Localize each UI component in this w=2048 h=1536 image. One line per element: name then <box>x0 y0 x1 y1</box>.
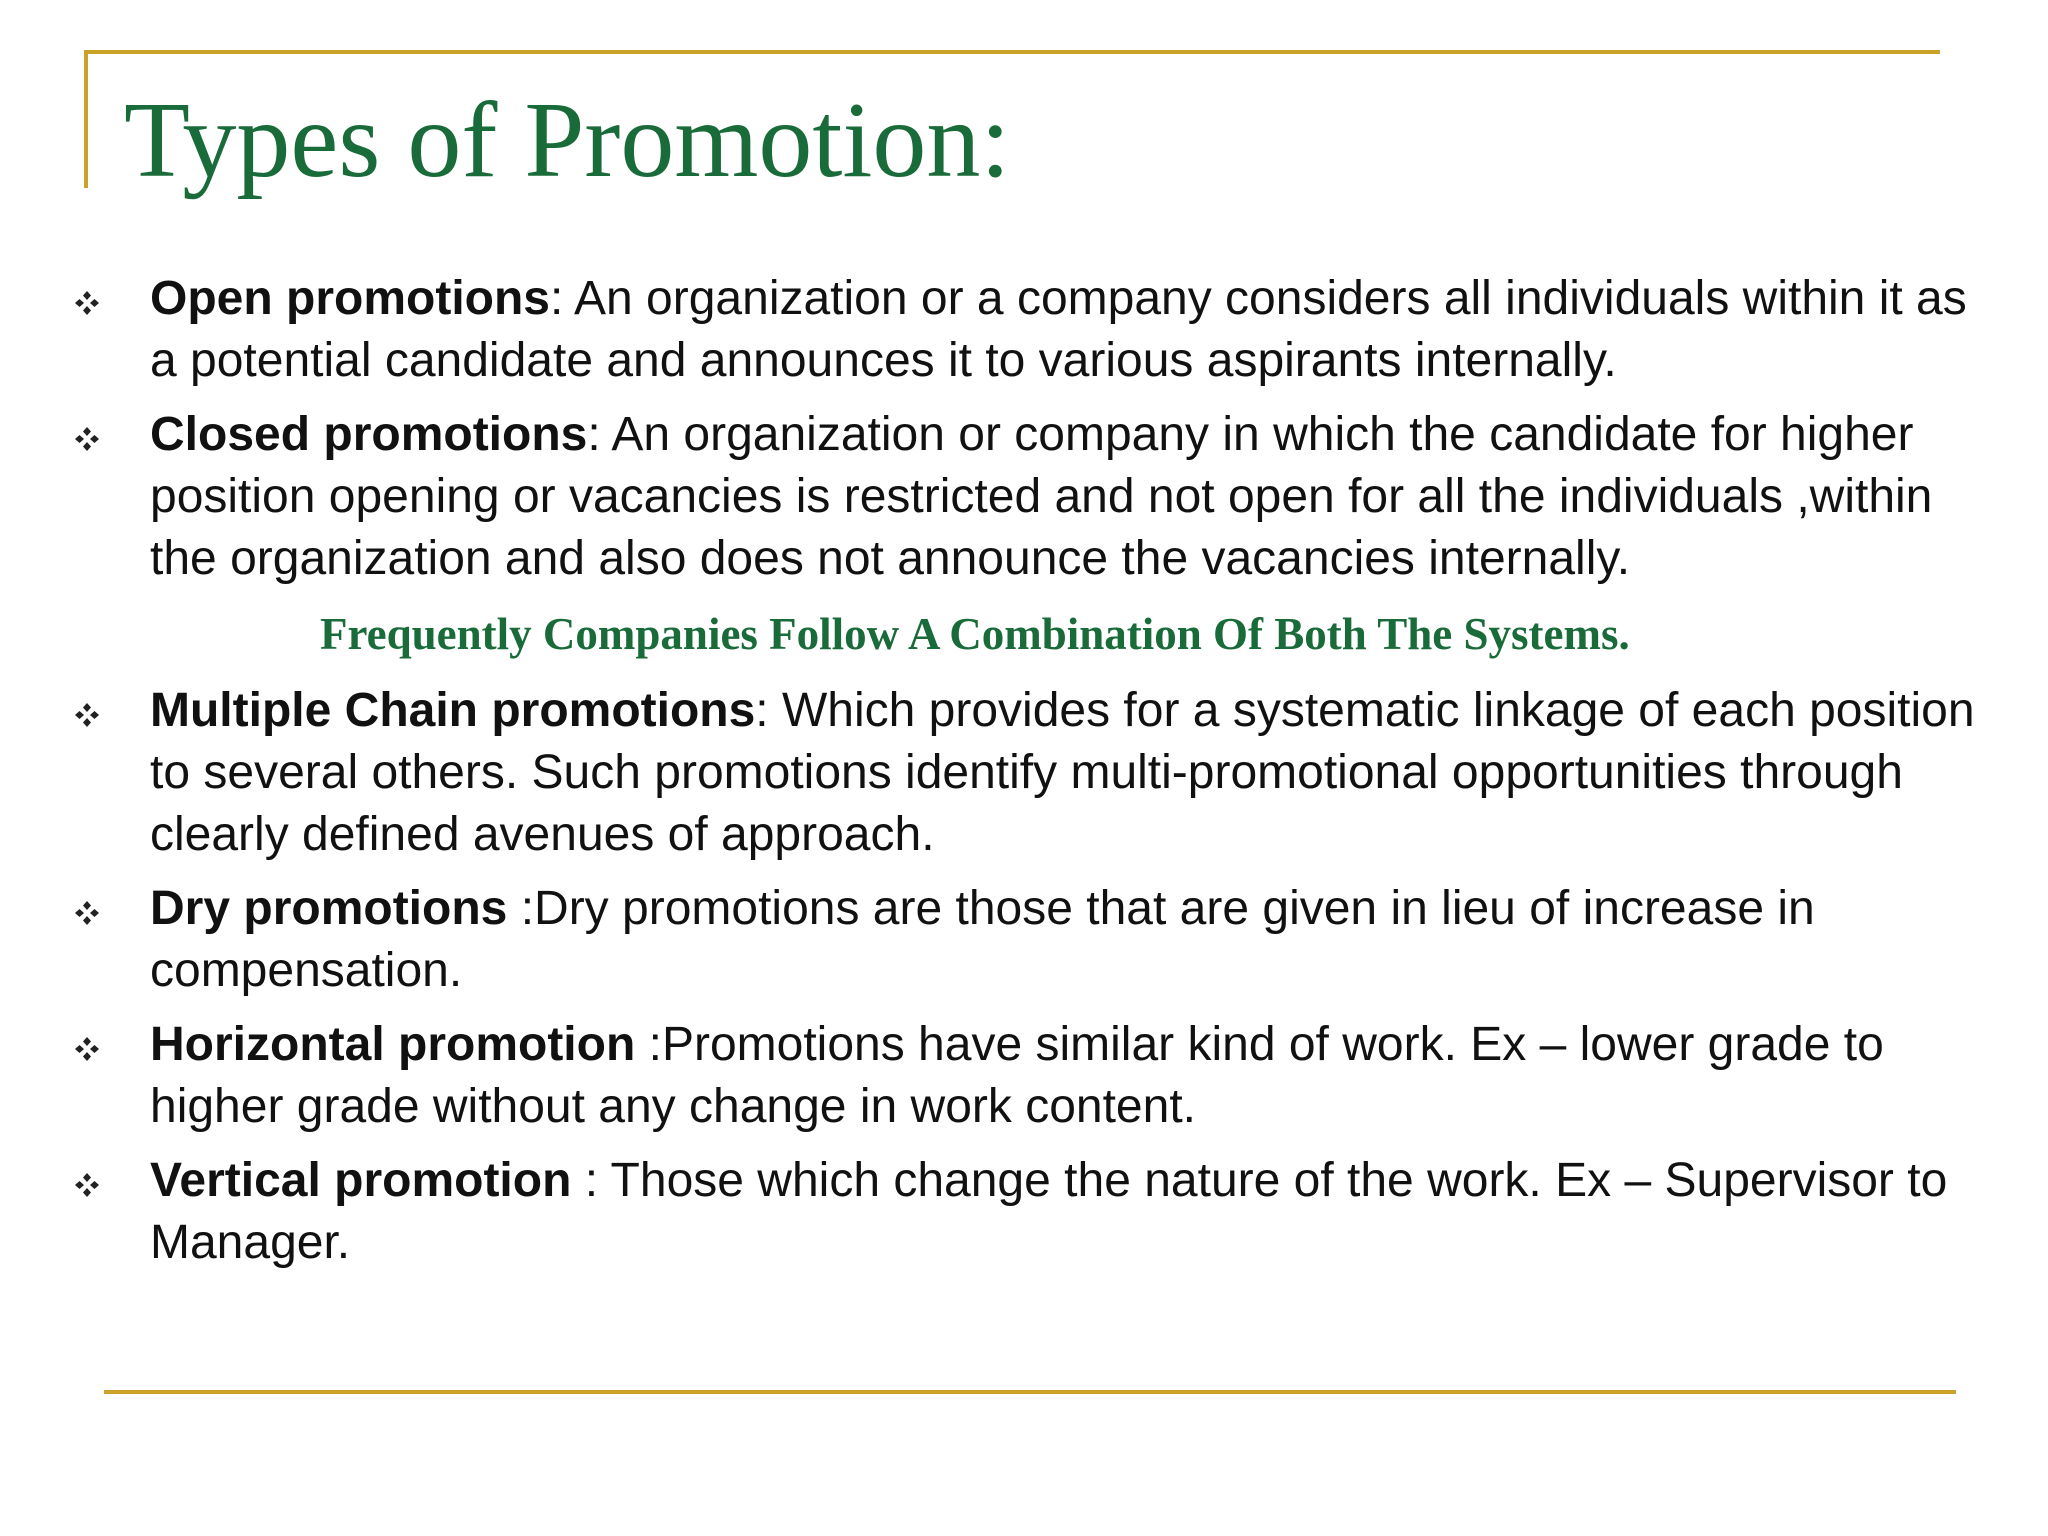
item-term: Closed promotions <box>150 408 588 461</box>
list-item-horizontal-promotion <box>0 1014 1980 1138</box>
four-diamond-bullet-icon <box>72 424 102 454</box>
item-term: Horizontal promotion <box>150 1018 636 1071</box>
item-term: Vertical promotion <box>150 1154 572 1207</box>
item-term: Open promotions <box>150 272 550 325</box>
list-item-dry-promotions <box>0 878 1980 1002</box>
four-diamond-bullet-icon <box>72 288 102 318</box>
four-diamond-bullet-icon <box>72 700 102 730</box>
item-text: : Those which change the nature of the work. Ex – Supervisor to Manager. <box>150 1154 1948 1269</box>
item-term: Dry promotions <box>150 882 508 935</box>
item-text: : An organization or a company considers all individuals within it as a potential candidate and announces it to various aspirants internally. <box>150 272 1967 387</box>
left-accent-rule <box>84 50 88 188</box>
combination-note: Frequently Companies Follow A Combination Of Both The Systems. <box>320 609 1630 659</box>
list-item-multiple-chain-promotions <box>0 680 1980 866</box>
item-text: :Dry promotions are those that are given in lieu of increase in compensation. <box>150 882 1815 997</box>
item-text: :Promotions have similar kind of work. Ex – lower grade to higher grade without any change in work content. <box>150 1018 1884 1133</box>
four-diamond-bullet-icon <box>72 898 102 928</box>
item-term: Multiple Chain promotions <box>150 684 756 737</box>
bottom-accent-rule <box>104 1390 1956 1394</box>
list-item-vertical-promotion <box>0 1150 1980 1274</box>
bullet-list <box>0 268 2048 1274</box>
four-diamond-bullet-icon <box>72 1170 102 1200</box>
item-text: : An organization or company in which the candidate for higher position opening or vacancies is restricted and not open for all the individuals ,within the organization and also does not announce the vacancies internally. <box>150 408 1933 585</box>
list-item-closed-promotions <box>0 404 1980 590</box>
item-text: : Which provides for a systematic linkage of each position to several others. Such promotions identify multi-promotional opportunities through clearly defined avenues of approach. <box>150 684 1975 861</box>
top-accent-rule <box>84 50 1940 54</box>
list-item-open-promotions <box>0 268 1980 392</box>
slide-title: Types of Promotion: <box>124 81 1011 200</box>
four-diamond-bullet-icon <box>72 1034 102 1064</box>
